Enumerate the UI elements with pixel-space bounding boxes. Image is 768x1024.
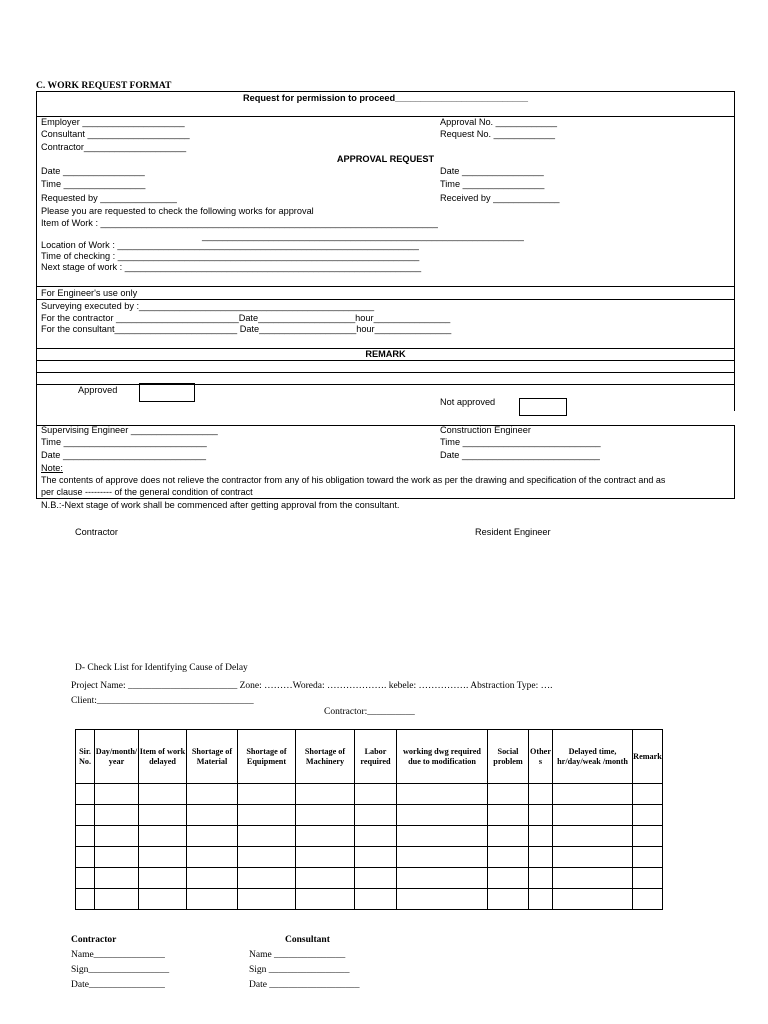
table-cell[interactable]	[95, 784, 139, 805]
col-item-of-work: Item of work delayed	[139, 730, 187, 784]
table-cell[interactable]	[187, 784, 238, 805]
item-of-work-continuation: _______________________________________________________________	[202, 231, 524, 241]
table-row	[76, 826, 663, 847]
table-row	[76, 889, 663, 910]
table-cell[interactable]	[95, 805, 139, 826]
construction-engineer-label: Construction Engineer	[440, 425, 531, 435]
table-cell[interactable]	[238, 805, 296, 826]
footer-consultant-name: Name _______________	[249, 950, 346, 960]
table-cell[interactable]	[76, 784, 95, 805]
col-sir-no: Sir. No.	[76, 730, 95, 784]
footer-contractor-name: Name_______________	[71, 950, 165, 960]
table-cell[interactable]	[488, 826, 529, 847]
table-row	[76, 868, 663, 889]
table-row	[76, 805, 663, 826]
left-time-field: Time ________________	[41, 179, 146, 189]
request-title: Request for permission to proceed__________________________	[243, 93, 528, 103]
table-cell[interactable]	[95, 868, 139, 889]
table-cell[interactable]	[76, 868, 95, 889]
approval-request-title: APPROVAL REQUEST	[336, 154, 435, 164]
table-cell[interactable]	[296, 784, 355, 805]
table-cell[interactable]	[397, 889, 488, 910]
surveying-field: Surveying executed by :______________________________________________	[41, 301, 375, 311]
divider-surveying	[36, 299, 735, 300]
frame-right-top	[734, 91, 735, 411]
table-cell[interactable]	[553, 784, 633, 805]
for-consultant-field: For the consultant________________________ Date___________________hour_______________	[41, 324, 452, 334]
table-cell[interactable]	[355, 784, 397, 805]
note-label: Note:	[41, 463, 63, 473]
table-cell[interactable]	[139, 826, 187, 847]
table-cell[interactable]	[139, 868, 187, 889]
footer-consultant-title: Consultant	[285, 935, 330, 945]
table-cell[interactable]	[488, 805, 529, 826]
table-cell[interactable]	[139, 847, 187, 868]
table-cell[interactable]	[296, 805, 355, 826]
footer-consultant-date: Date ___________________	[249, 980, 360, 990]
request-no-field: Request No. ____________	[440, 129, 555, 139]
signature-resident-engineer: Resident Engineer	[475, 527, 551, 537]
table-cell[interactable]	[397, 805, 488, 826]
table-cell[interactable]	[76, 847, 95, 868]
col-remark: Remark	[633, 730, 663, 784]
table-cell[interactable]	[76, 805, 95, 826]
table-cell[interactable]	[296, 889, 355, 910]
table-cell[interactable]	[95, 889, 139, 910]
table-cell[interactable]	[633, 847, 663, 868]
supervising-date-field: Date ____________________________	[41, 450, 207, 460]
construction-date-field: Date ___________________________	[440, 450, 600, 460]
approved-checkbox[interactable]	[139, 383, 195, 402]
table-cell[interactable]	[488, 889, 529, 910]
frame-bottom	[36, 498, 735, 499]
requested-by-field: Requested by _______________	[41, 193, 177, 203]
location-field: Location of Work : ___________________________________________________________	[41, 240, 419, 250]
col-social-problem: Social problem	[488, 730, 529, 784]
table-cell[interactable]	[633, 826, 663, 847]
not-approved-checkbox[interactable]	[519, 398, 567, 416]
right-date-field: Date ________________	[440, 166, 544, 176]
section-c-heading: C. WORK REQUEST FORMAT	[36, 80, 172, 91]
table-cell[interactable]	[529, 805, 553, 826]
table-cell[interactable]	[355, 868, 397, 889]
col-others: Other s	[529, 730, 553, 784]
frame-right-bottom	[734, 425, 735, 499]
table-cell[interactable]	[553, 889, 633, 910]
project-info-line: Project Name: _______________________ Zone: ………Woreda: ………………. kebele: ……………. Abstraction Type: ….	[71, 681, 553, 691]
right-time-field: Time ________________	[440, 179, 545, 189]
table-cell[interactable]	[397, 847, 488, 868]
footer-contractor-sign: Sign_________________	[71, 965, 170, 975]
table-header-row	[76, 730, 663, 784]
col-shortage-machinery: Shortage of Machinery	[296, 730, 355, 784]
remark-title: REMARK	[365, 349, 406, 359]
table-cell[interactable]	[355, 889, 397, 910]
divider-engineer	[36, 286, 735, 287]
table-cell[interactable]	[355, 826, 397, 847]
table-cell[interactable]	[488, 868, 529, 889]
footer-consultant-sign: Sign _________________	[249, 965, 350, 975]
col-delayed-time: Delayed time, hr/day/weak /month	[553, 730, 633, 784]
table-cell[interactable]	[529, 868, 553, 889]
table-row	[76, 784, 663, 805]
nb-text: N.B.:-Next stage of work shall be commenced after getting approval from the consultant.	[41, 500, 400, 510]
table-cell[interactable]	[488, 784, 529, 805]
table-cell[interactable]	[488, 847, 529, 868]
table-cell[interactable]	[238, 847, 296, 868]
table-cell[interactable]	[529, 889, 553, 910]
signature-contractor: Contractor	[75, 527, 118, 537]
table-cell[interactable]	[296, 847, 355, 868]
col-shortage-equipment: Shortage of Equipment	[238, 730, 296, 784]
table-cell[interactable]	[95, 847, 139, 868]
table-cell[interactable]	[187, 847, 238, 868]
table-cell[interactable]	[187, 889, 238, 910]
col-working-dwg: working dwg required due to modification	[397, 730, 488, 784]
supervising-engineer-field: Supervising Engineer _________________	[41, 425, 218, 435]
note-line-2: per clause --------- of the general condition of contract	[41, 487, 253, 497]
footer-contractor-title: Contractor	[71, 935, 117, 945]
contractor-field-d: Contractor:__________	[324, 707, 415, 717]
col-date: Day/month/ year	[95, 730, 139, 784]
table-cell[interactable]	[633, 868, 663, 889]
consultant-field: Consultant ____________________	[41, 129, 190, 139]
table-cell[interactable]	[397, 826, 488, 847]
footer-contractor-date: Date________________	[71, 980, 165, 990]
table-cell[interactable]	[139, 805, 187, 826]
please-check-text: Please you are requested to check the following works for approval	[41, 206, 314, 216]
table-cell[interactable]	[397, 868, 488, 889]
table-cell[interactable]	[95, 826, 139, 847]
col-shortage-material: Shortage of Material	[187, 730, 238, 784]
table-cell[interactable]	[553, 847, 633, 868]
table-cell[interactable]	[187, 868, 238, 889]
employer-field: Employer ____________________	[41, 117, 185, 127]
note-line-1: The contents of approve does not relieve the contractor from any of his obligation toward the work as per the drawing and specification of the contract and as	[41, 475, 666, 485]
table-cell[interactable]	[553, 805, 633, 826]
divider-remark-2	[36, 372, 735, 373]
approval-no-field: Approval No. ____________	[440, 117, 557, 127]
delay-checklist-table	[75, 729, 663, 910]
table-cell[interactable]	[553, 868, 633, 889]
for-contractor-field: For the contractor ________________________Date___________________hour_______________	[41, 313, 451, 323]
table-cell[interactable]	[553, 826, 633, 847]
table-cell[interactable]	[397, 784, 488, 805]
table-cell[interactable]	[355, 805, 397, 826]
frame-top	[36, 91, 735, 92]
table-cell[interactable]	[187, 805, 238, 826]
divider-remark-1	[36, 360, 735, 361]
table-row	[76, 847, 663, 868]
supervising-time-field: Time ____________________________	[41, 437, 207, 447]
table-cell[interactable]	[355, 847, 397, 868]
table-cell[interactable]	[238, 826, 296, 847]
table-cell[interactable]	[238, 868, 296, 889]
client-field: Client:_________________________________	[71, 696, 254, 706]
table-cell[interactable]	[238, 784, 296, 805]
table-cell[interactable]	[76, 889, 95, 910]
time-of-checking-field: Time of checking : ___________________________________________________________	[41, 251, 420, 261]
table-cell[interactable]	[529, 826, 553, 847]
table-cell[interactable]	[238, 889, 296, 910]
left-date-field: Date ________________	[41, 166, 145, 176]
approved-label: Approved	[78, 385, 118, 395]
engineers-use-label: For Engineer's use only	[41, 288, 138, 298]
received-by-field: Received by _____________	[440, 193, 560, 203]
table-cell[interactable]	[633, 805, 663, 826]
table-cell[interactable]	[296, 826, 355, 847]
table-cell[interactable]	[296, 868, 355, 889]
next-stage-field: Next stage of work : __________________________________________________________	[41, 262, 422, 272]
table-cell[interactable]	[633, 784, 663, 805]
table-cell[interactable]	[76, 826, 95, 847]
contractor-field: Contractor____________________	[41, 142, 187, 152]
frame-left	[36, 91, 37, 499]
table-cell[interactable]	[139, 784, 187, 805]
item-of-work-field: Item of Work : __________________________________________________________________	[41, 218, 438, 228]
table-cell[interactable]	[633, 889, 663, 910]
table-cell[interactable]	[139, 889, 187, 910]
section-d-heading: D- Check List for Identifying Cause of Delay	[75, 663, 248, 673]
col-labor: Labor required	[355, 730, 397, 784]
table-cell[interactable]	[187, 826, 238, 847]
table-cell[interactable]	[529, 847, 553, 868]
not-approved-label: Not approved	[440, 397, 496, 407]
construction-time-field: Time ___________________________	[440, 437, 601, 447]
table-cell[interactable]	[529, 784, 553, 805]
